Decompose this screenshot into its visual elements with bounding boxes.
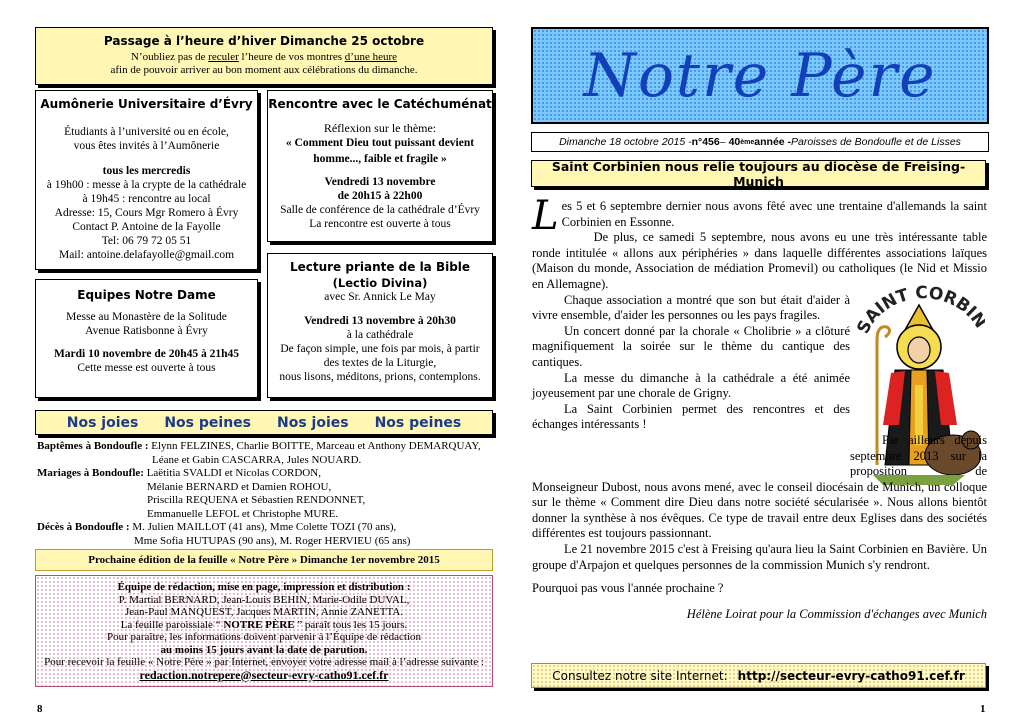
aumonerie-line: Tel: 06 79 72 05 51 (101, 235, 192, 247)
equipes-line: Mardi 10 novembre de 20h45 à 21h45 (53, 348, 240, 360)
website-label: Consultez notre site Internet: (552, 668, 728, 683)
masthead (531, 27, 989, 124)
equipes-line: Avenue Ratisbonne à Évry (85, 325, 208, 337)
banner-joies: Nos joies (277, 414, 349, 431)
aumonerie-line: tous les mercredis (102, 165, 191, 177)
aumonerie-line: Adresse: 15, Cours Mgr Romero à Évry (54, 207, 239, 219)
deces-label: Décès à Bondoufle : (37, 521, 130, 533)
aumonerie-line: vous êtes invités à l’Aumônerie (73, 140, 220, 152)
equipes-title: Equipes Notre Dame (77, 288, 216, 302)
article-body (532, 193, 987, 622)
lecture-line: avec Sr. Annick Le May (324, 291, 436, 303)
catechumenat-line: « Comment Dieu tout puissant devient (285, 137, 475, 149)
mariages-names: Emmanuelle LEFOL et Christophe MURE. (147, 507, 339, 520)
joies-list (37, 440, 495, 548)
editorial-line: Équipe de rédaction, mise en page, impression et distribution : (117, 581, 411, 593)
catechumenat-line: homme..., faible et fragile » (313, 153, 447, 165)
editorial-line: Jean-Paul MANQUEST, Jacques MARTIN, Annie ZANETTA. (124, 606, 404, 618)
banner-peines: Nos peines (164, 414, 251, 431)
aumonerie-line: à 19h00 : messe à la crypte de la cathédrale (46, 179, 247, 191)
editorial-line: Pour paraître, les informations doivent parvenir à l’Équipe de rédaction (106, 631, 421, 643)
winter-time-text-2: afin de pouvoir arriver au bon moment aux célébrations du dimanche. (110, 64, 418, 76)
equipes-box (35, 279, 258, 398)
article-paragraph: Pourquoi pas vous l'année prochaine ? (532, 581, 724, 596)
banner-peines: Nos peines (374, 414, 462, 431)
catechumenat-title: Rencontre avec le Catéchuménat (268, 97, 492, 111)
article-paragraph: es 5 et 6 septembre dernier nous avons fêté avec une trentaine d'allemands la saint Corbinien en Essonne. (561, 199, 987, 229)
equipes-line: Messe au Monastère de la Solitude (66, 311, 227, 323)
joies-banner (35, 410, 493, 435)
deces-names: M. Julien MAILLOT (41 ans), Mme Colette TOZI (70 ans), (129, 521, 397, 533)
article-paragraph: De plus, ce samedi 5 septembre, nous avons eu une très intéressante table ronde intitulée « allons aux périphéries » dans laquelle différentes associations laïques (Maison du monde, Association de médiation Promevil) ou catholiques (le Nid et Missio en Allemagne). (532, 230, 987, 291)
next-edition-text: Prochaine édition de la feuille « Notre Père » Dimanche 1er novembre 2015 (88, 554, 440, 566)
catechumenat-line: La rencontre est ouverte à tous (309, 218, 451, 230)
dateline: Dimanche 18 octobre 2015 - n°456 – 40 ème année - Paroisses de Bondoufle et de Lisses (531, 132, 989, 152)
editorial-team-box (35, 575, 493, 687)
editorial-line: La feuille paroissiale “ NOTRE PÈRE ” paraît tous les 15 jours. (120, 618, 408, 631)
catechumenat-line: Réflexion sur le thème: (323, 121, 437, 135)
catechumenat-line: de 20h15 à 22h00 (337, 190, 423, 202)
article-paragraph: La messe du dimanche à la cathédrale a été animée joyeusement par une chorale de Grigny. (532, 370, 850, 401)
winter-time-title: Passage à l’heure d’hiver Dimanche 25 octobre (103, 34, 425, 48)
baptemes-names: Elynn FELZINES, Charlie BOITTE, Marceau et Anthony DEMARQUAY, (148, 440, 481, 452)
mariages-names: Laëtitia SVALDI et Nicolas CORDON, (143, 467, 321, 479)
lecture-line: De façon simple, une fois par mois, à partir (280, 343, 480, 355)
editorial-line: Pour recevoir la feuille « Notre Père » par Internet, envoyer votre adresse mail à l’adresse suivante : (44, 656, 484, 668)
editorial-line: P. Martial BERNARD, Jean-Louis BEHIN, Marie-Odile DUVAL, (118, 593, 410, 606)
article-paragraph: Le 21 novembre 2015 c'est à Freising qu'aura lieu la Saint Corbinien en Bavière. Un groupe d'Arpajon et quelques personnes de la commission Munich s'y rendront. (532, 542, 987, 572)
website-box (531, 663, 986, 688)
page-number-left: 8 (37, 703, 43, 715)
masthead-title: Notre Père (583, 40, 937, 111)
website-link[interactable]: http://secteur-evry-catho91.cef.fr (737, 668, 965, 683)
baptemes-names: Léane et Gabin CASCARRA, Jules NOUARD. (152, 453, 362, 466)
lecture-subtitle: (Lectio Divina) (332, 276, 428, 290)
drop-cap: L (532, 193, 559, 239)
article-title: Saint Corbinien nous relie toujours au diocèse de Freising-Munich (551, 158, 966, 189)
saint-label: SAINT CORBI (853, 283, 981, 338)
catechumenat-line: Vendredi 13 novembre (324, 176, 436, 188)
lecture-line: à la cathédrale (346, 329, 414, 341)
lecture-line: nous lisons, méditons, prions, contemplons. (279, 371, 481, 383)
mariages-names: Priscilla REQUENA et Sébastien RENDONNET, (147, 494, 366, 506)
lecture-line: Vendredi 13 novembre à 20h30 (304, 315, 456, 327)
editorial-line: au moins 15 jours avant la date de parution. (160, 643, 368, 656)
mariages-names: Mélanie BERNARD et Damien ROHOU, (147, 480, 332, 493)
winter-time-box (35, 27, 493, 85)
editorial-email-link[interactable]: redaction.notrepere@secteur-evry-catho91.cef.fr (139, 667, 389, 682)
catechumenat-line: Salle de conférence de la cathédrale d’Évry (280, 204, 480, 216)
aumonerie-line: Étudiants à l’université ou en école, (64, 126, 229, 138)
article-paragraph: La Saint Corbinien permet des rencontres et des échanges intéressants ! (532, 401, 850, 432)
banner-joies: Nos joies (66, 414, 139, 431)
mariages-label: Mariages à Bondoufle: (37, 467, 144, 479)
aumonerie-line: à 19h45 : rencontre au local (82, 193, 211, 205)
article-signature: Hélène Loirat pour la Commission d'échanges avec Munich (686, 606, 987, 621)
lecture-line: des textes de la Liturgie, (323, 357, 437, 369)
lecture-title: Lecture priante de la Bible (289, 260, 471, 274)
baptemes-label: Baptêmes à Bondoufle : (37, 440, 149, 452)
aumonerie-box (35, 90, 258, 270)
aumonerie-line: Contact P. Antoine de la Fayolle (72, 221, 221, 233)
page-number-right: 1 (980, 703, 986, 715)
catechumenat-box (267, 90, 493, 242)
article-title-box (531, 160, 986, 187)
article-paragraph: Chaque association a montré que son but était d'aider à vivre ensemble, d'aider les personnes ou les pays fragiles. (532, 292, 850, 323)
next-edition-box (35, 549, 493, 571)
winter-time-text: N’oubliez pas de reculer l’heure de vos montres d’une heure (130, 51, 398, 63)
aumonerie-title: Aumônerie Universitaire d’Évry (40, 97, 253, 111)
lecture-box (267, 253, 493, 398)
deces-names: Mme Sofia HUTUPAS (90 ans), M. Roger HERVIEU (65 ans) (134, 534, 411, 547)
equipes-line: Cette messe est ouverte à tous (77, 362, 216, 374)
article-paragraph: Un concert donné par la chorale « Cholibrie » a clôturé magnifiquement la soirée sur le thème du cantique des cantiques. (532, 323, 850, 369)
article-paragraph: Par ailleurs depuis septembre 2013 sur la proposition de Monseigneur Dubost, nous avons mené, avec le conseil diocésain de Munich, un colloque sur le thème « Comment dire Dieu dans notre société sécularisée ». Nous allons bientôt donner la synthèse à nos évêques. Ce type de travail entre deux Eglises dans des sociétés différentes est toujours passionnant. (532, 432, 987, 541)
aumonerie-line: Mail: antoine.delafayolle@gmail.com (58, 249, 235, 261)
